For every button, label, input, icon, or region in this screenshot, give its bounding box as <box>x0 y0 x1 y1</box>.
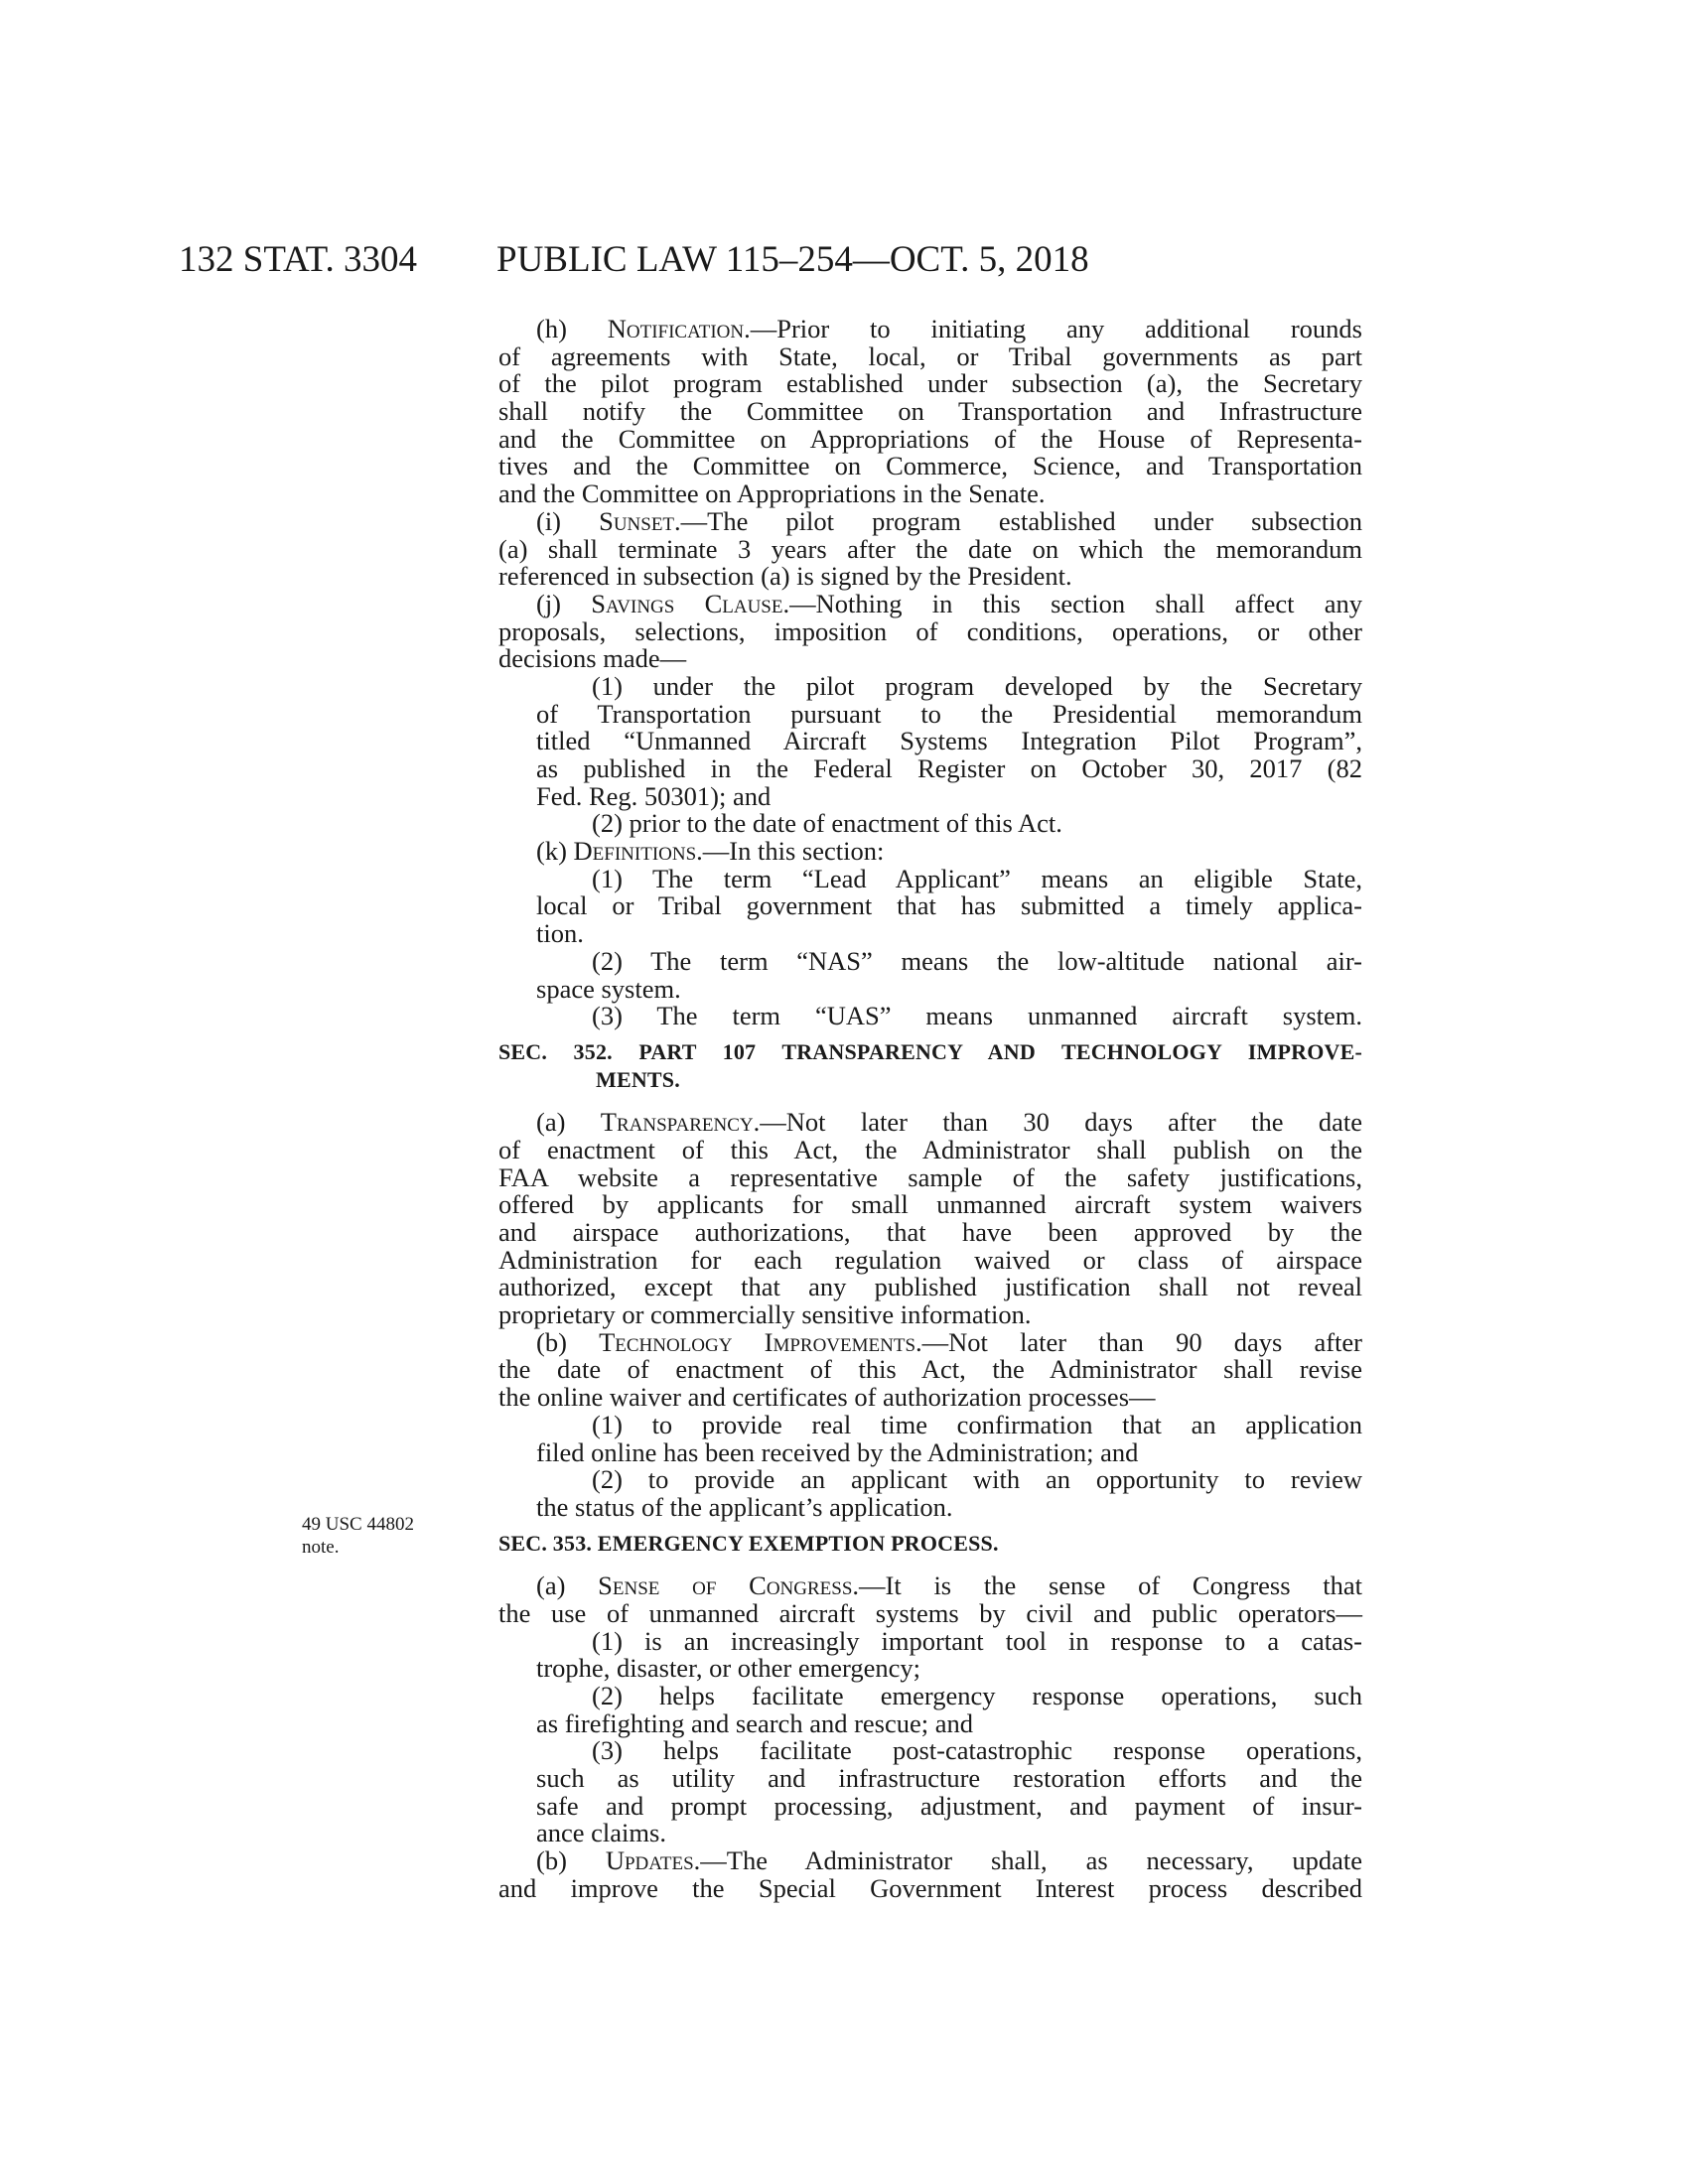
paragraph-line: (a) shall terminate 3 years after the date on which the memorandum <box>498 533 1362 564</box>
paragraph-line: (3) helps facilitate post-catastrophic response operations, <box>592 1735 1362 1766</box>
paragraph-line: shall notify the Committee on Transportation and Infrastructure <box>498 396 1362 427</box>
margin-note-citation: 49 USC 44802 <box>302 1514 414 1535</box>
paragraph-line: and the Committee on Appropriations of the House of Representa- <box>498 423 1362 454</box>
paragraph-line: filed online has been received by the Administration; and <box>536 1436 1139 1467</box>
paragraph-line: proposals, selections, imposition of conditions, operations, or other <box>498 615 1362 646</box>
paragraph-line: (a) Sense of Congress.—It is the sense of Congress that <box>536 1570 1363 1601</box>
paragraph-line: Fed. Reg. 50301); and <box>536 780 772 811</box>
paragraph-line: tives and the Committee on Commerce, Science, and Transportation <box>498 451 1362 481</box>
paragraph-line: (2) prior to the date of enactment of this Act. <box>592 808 1062 839</box>
paragraph-line: the date of enactment of this Act, the Administrator shall revise <box>498 1354 1362 1385</box>
subsection-heading: Definitions <box>573 836 697 867</box>
section-heading: SEC. 353. EMERGENCY EXEMPTION PROCESS. <box>498 1530 999 1556</box>
paragraph-line: (3) The term “UAS” means unmanned aircraft system. <box>592 1001 1362 1031</box>
paragraph-line: local or Tribal government that has submitted a timely applica- <box>536 890 1362 921</box>
paragraph-line: authorized, except that any published justification shall not reveal <box>498 1272 1362 1302</box>
paragraph-line: (b) Technology Improvements.—Not later than 90 days after <box>536 1326 1362 1357</box>
subsection-heading: Transparency <box>600 1107 754 1138</box>
paragraph-line: FAA website a representative sample of the safety justifications, <box>498 1161 1362 1192</box>
subsection-heading: Sense of Congress <box>598 1570 853 1601</box>
margin-note-suffix: note. <box>302 1537 340 1558</box>
paragraph-line: of agreements with State, local, or Tribal governments as part <box>498 341 1362 371</box>
paragraph-line: (2) helps facilitate emergency response operations, such <box>592 1681 1362 1710</box>
paragraph-line: of Transportation pursuant to the Presidential memorandum <box>536 698 1362 729</box>
paragraph-line: the use of unmanned aircraft systems by civil and public operators— <box>498 1597 1362 1628</box>
paragraph-line: decisions made— <box>498 643 687 674</box>
paragraph-line: the status of the applicant’s application. <box>536 1491 953 1522</box>
paragraph-line: and improve the Special Government Interest process described <box>498 1872 1362 1903</box>
paragraph-line: (b) Updates.—The Administrator shall, as necessary, update <box>536 1845 1362 1876</box>
paragraph-line: (2) to provide an applicant with an opportunity to review <box>592 1464 1362 1495</box>
paragraph-line: tion. <box>536 918 584 949</box>
paragraph-line: Administration for each regulation waived or class of airspace <box>498 1244 1362 1275</box>
subsection-heading: Updates <box>605 1845 694 1876</box>
paragraph-line: ance claims. <box>536 1818 666 1848</box>
paragraph-line: (1) to provide real time confirmation that an application <box>592 1409 1362 1439</box>
subsection-heading: Notification <box>607 314 745 343</box>
paragraph-line: (1) The term “Lead Applicant” means an eligible State, <box>592 863 1362 893</box>
paragraph-line: such as utility and infrastructure restoration efforts and the <box>536 1763 1362 1794</box>
paragraph-line: referenced in subsection (a) is signed by the President. <box>498 561 1072 592</box>
paragraph-line: offered by applicants for small unmanned aircraft system waivers <box>498 1189 1362 1220</box>
paragraph-line: safe and prompt processing, adjustment, and payment of insur- <box>536 1790 1362 1821</box>
paragraph-line: and the Committee on Appropriations in the Senate. <box>498 478 1046 509</box>
subsection-heading: Sunset <box>599 505 675 536</box>
paragraph-line: (2) The term “NAS” means the low-altitude national air- <box>592 945 1362 976</box>
paragraph-line: of the pilot program established under subsection (a), the Secretary <box>498 368 1362 399</box>
paragraph-line: proprietary or commercially sensitive information. <box>498 1299 1032 1330</box>
public-law-heading: PUBLIC LAW 115–254—OCT. 5, 2018 <box>496 239 1089 280</box>
document-body <box>498 316 1362 1903</box>
paragraph-line: (i) Sunset.—The pilot program established under subsection <box>536 505 1362 536</box>
statute-page-number: 132 STAT. 3304 <box>179 239 417 280</box>
paragraph-line: (k) Definitions.—In this section: <box>536 836 885 867</box>
subsection-heading: Savings Clause <box>591 588 783 618</box>
paragraph-line: space system. <box>536 973 681 1004</box>
paragraph-line: (1) is an increasingly important tool in response to a catas- <box>592 1625 1362 1656</box>
section-heading: SEC. 352. PART 107 TRANSPARENCY AND TECHNOLOGY IMPROVE- <box>498 1038 1362 1064</box>
paragraph-line: trophe, disaster, or other emergency; <box>536 1653 920 1684</box>
paragraph-line: (a) Transparency.—Not later than 30 days after the date <box>536 1107 1362 1138</box>
subsection-heading: Technology Improvements <box>599 1326 916 1357</box>
paragraph-line: (h) Notification.—Prior to initiating any additional rounds <box>536 314 1362 343</box>
paragraph-line: of enactment of this Act, the Administrator shall publish on the <box>498 1134 1362 1164</box>
paragraph-line: titled “Unmanned Aircraft Systems Integration Pilot Program”, <box>536 726 1362 756</box>
paragraph-line: as firefighting and search and rescue; and <box>536 1707 974 1738</box>
paragraph-line: (1) under the pilot program developed by the Secretary <box>592 670 1362 701</box>
section-heading-continued: MENTS. <box>596 1066 680 1092</box>
paragraph-line: the online waiver and certificates of authorization processes— <box>498 1382 1156 1413</box>
paragraph-line: (j) Savings Clause.—Nothing in this section shall affect any <box>536 588 1363 618</box>
paragraph-line: as published in the Federal Register on October 30, 2017 (82 <box>536 753 1362 783</box>
paragraph-line: and airspace authorizations, that have been approved by the <box>498 1217 1362 1247</box>
